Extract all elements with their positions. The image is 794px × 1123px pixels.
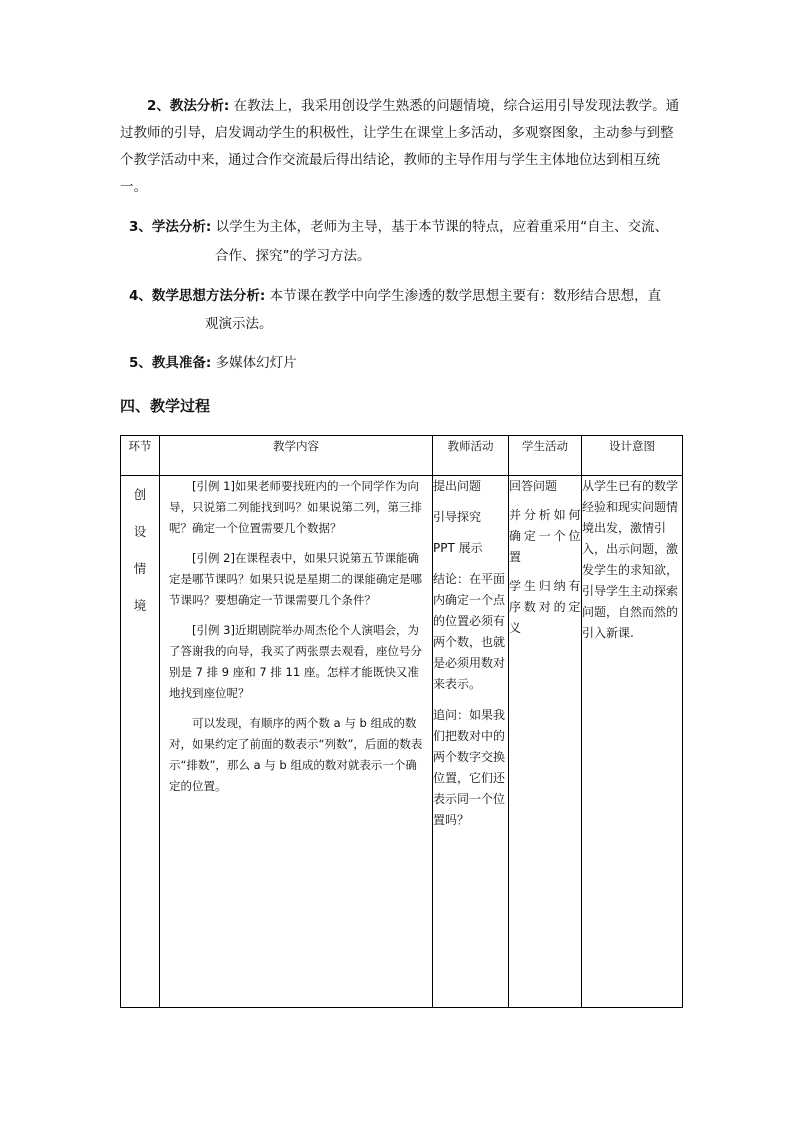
teacher-conclusion: 结论：在平面内确定一个点的位置必须有两个数，也就是必须用数对来表示。: [433, 572, 506, 691]
teacher-item: 提出问题: [433, 479, 482, 493]
header-intent: 设计意图: [582, 436, 683, 476]
example-3: [引例 3]近期剧院举办周杰伦个人演唱会，为了答谢我的向导，我买了两张票去观看，座位号分别是 7 排 9 座和 7 排 11 座。怎样才能既快又准地找到座位呢？: [169, 623, 422, 700]
item-text: 本节课在教学中向学生渗透的数学思想主要有：数形结合思想，直: [269, 288, 662, 304]
teacher-cell: [433, 476, 509, 1008]
teacher-item: PPT 展示: [433, 541, 483, 555]
intent-cell: [582, 476, 683, 1008]
item-number: 4、: [129, 288, 152, 304]
student-item: 学生归纳有序数对的定义: [509, 579, 581, 635]
learning-method-line2: 合作、探究”的学习方法。: [215, 248, 371, 264]
stage-char: 设: [133, 524, 147, 539]
stage-char: 创: [133, 487, 147, 502]
item-number: 3、: [129, 219, 152, 235]
table-row: [121, 476, 683, 1008]
header-stage: 环节: [121, 436, 160, 476]
student-cell: [509, 476, 582, 1008]
item-number: 2、: [147, 98, 170, 114]
learning-method-line1: 3、学法分析: 以学生为主体，老师为主导，基于本节课的特点，应着重采用“自主、交流、: [129, 219, 669, 235]
stage-char: 情: [133, 561, 147, 576]
student-item: 回答问题: [509, 479, 558, 493]
teacher-item: 引导探究: [433, 510, 482, 524]
teaching-process-table: [120, 435, 683, 1008]
item-text: 多媒体幻灯片: [215, 355, 297, 371]
teacher-followup: 追问：如果我们把数对中的两个数字交换位置，它们还表示同一个位置吗？: [433, 708, 506, 827]
content-cell: [160, 476, 433, 1008]
item-title: 教具准备: [151, 355, 206, 371]
conclusion-text: 可以发现，有顺序的两个数 a 与 b 组成的数对，如果约定了前面的数表示“列数”，后面的数表示“排数”，那么 a 与 b 组成的数对就表示一个确定的位置。: [169, 716, 423, 793]
item-title: 教法分析: [169, 98, 224, 114]
teaching-method-paragraph: 2、教法分析: 在教法上，我采用创设学生熟悉的问题情境，综合运用引导发现法教学。通过教师的引导，启发调动学生的积极性，让学生在课堂上多活动，多观察图象，主动参与到整个教学活动中来，通过合作交流最后得出结论，教师的主导作用与学生主体地位达到相互统一。: [120, 98, 680, 195]
teaching-aids-line: 5、教具准备: 多媒体幻灯片: [129, 355, 297, 371]
section-title: 四、教学过程: [120, 397, 211, 415]
item-text: 以学生为主体，老师为主导，基于本节课的特点，应着重采用“自主、交流、: [215, 219, 669, 235]
table-header-row: [121, 436, 683, 476]
math-thought-line1: 4、数学思想方法分析: 本节课在教学中向学生渗透的数学思想主要有：数形结合思想，直: [129, 288, 662, 304]
math-thought-line2: 观演示法。: [205, 316, 273, 332]
item-title: 数学思想方法分析: [151, 288, 260, 304]
student-item: 并分析如何确定一个位置: [509, 508, 581, 564]
item-number: 5、: [129, 355, 152, 371]
item-title: 学法分析: [151, 219, 206, 235]
item-text: 在教法上，我采用创设学生熟悉的问题情境，综合运用引导发现法教学。通过教师的引导，启发调动学生的积极性，让学生在课堂上多活动，多观察图象，主动参与到整个教学活动中来，通过合作交流最后得出结论，教师的主导作用与学生主体地位达到相互统一。: [120, 98, 680, 195]
header-content: 教学内容: [160, 436, 433, 476]
example-1: [引例 1]如果老师要找班内的一个同学作为向导，只说第二列能找到吗？如果说第二列，第三排呢？确定一个位置需要几个数据？: [169, 479, 422, 535]
intent-text: 从学生已有的数学经验和现实问题情境出发，激情引入，出示问题，激发学生的求知欲，引导学生主动探索问题，自然而然的引入新课.: [582, 479, 679, 640]
stage-char: 境: [133, 598, 147, 613]
header-teacher: 教师活动: [433, 436, 509, 476]
example-2: [引例 2]在课程表中，如果只说第五节课能确定是哪节课吗？如果只说是星期二的课能确定是哪节课吗？要想确定一节课需要几个条件？: [169, 551, 422, 607]
header-student: 学生活动: [509, 436, 582, 476]
stage-cell: [121, 476, 160, 1008]
